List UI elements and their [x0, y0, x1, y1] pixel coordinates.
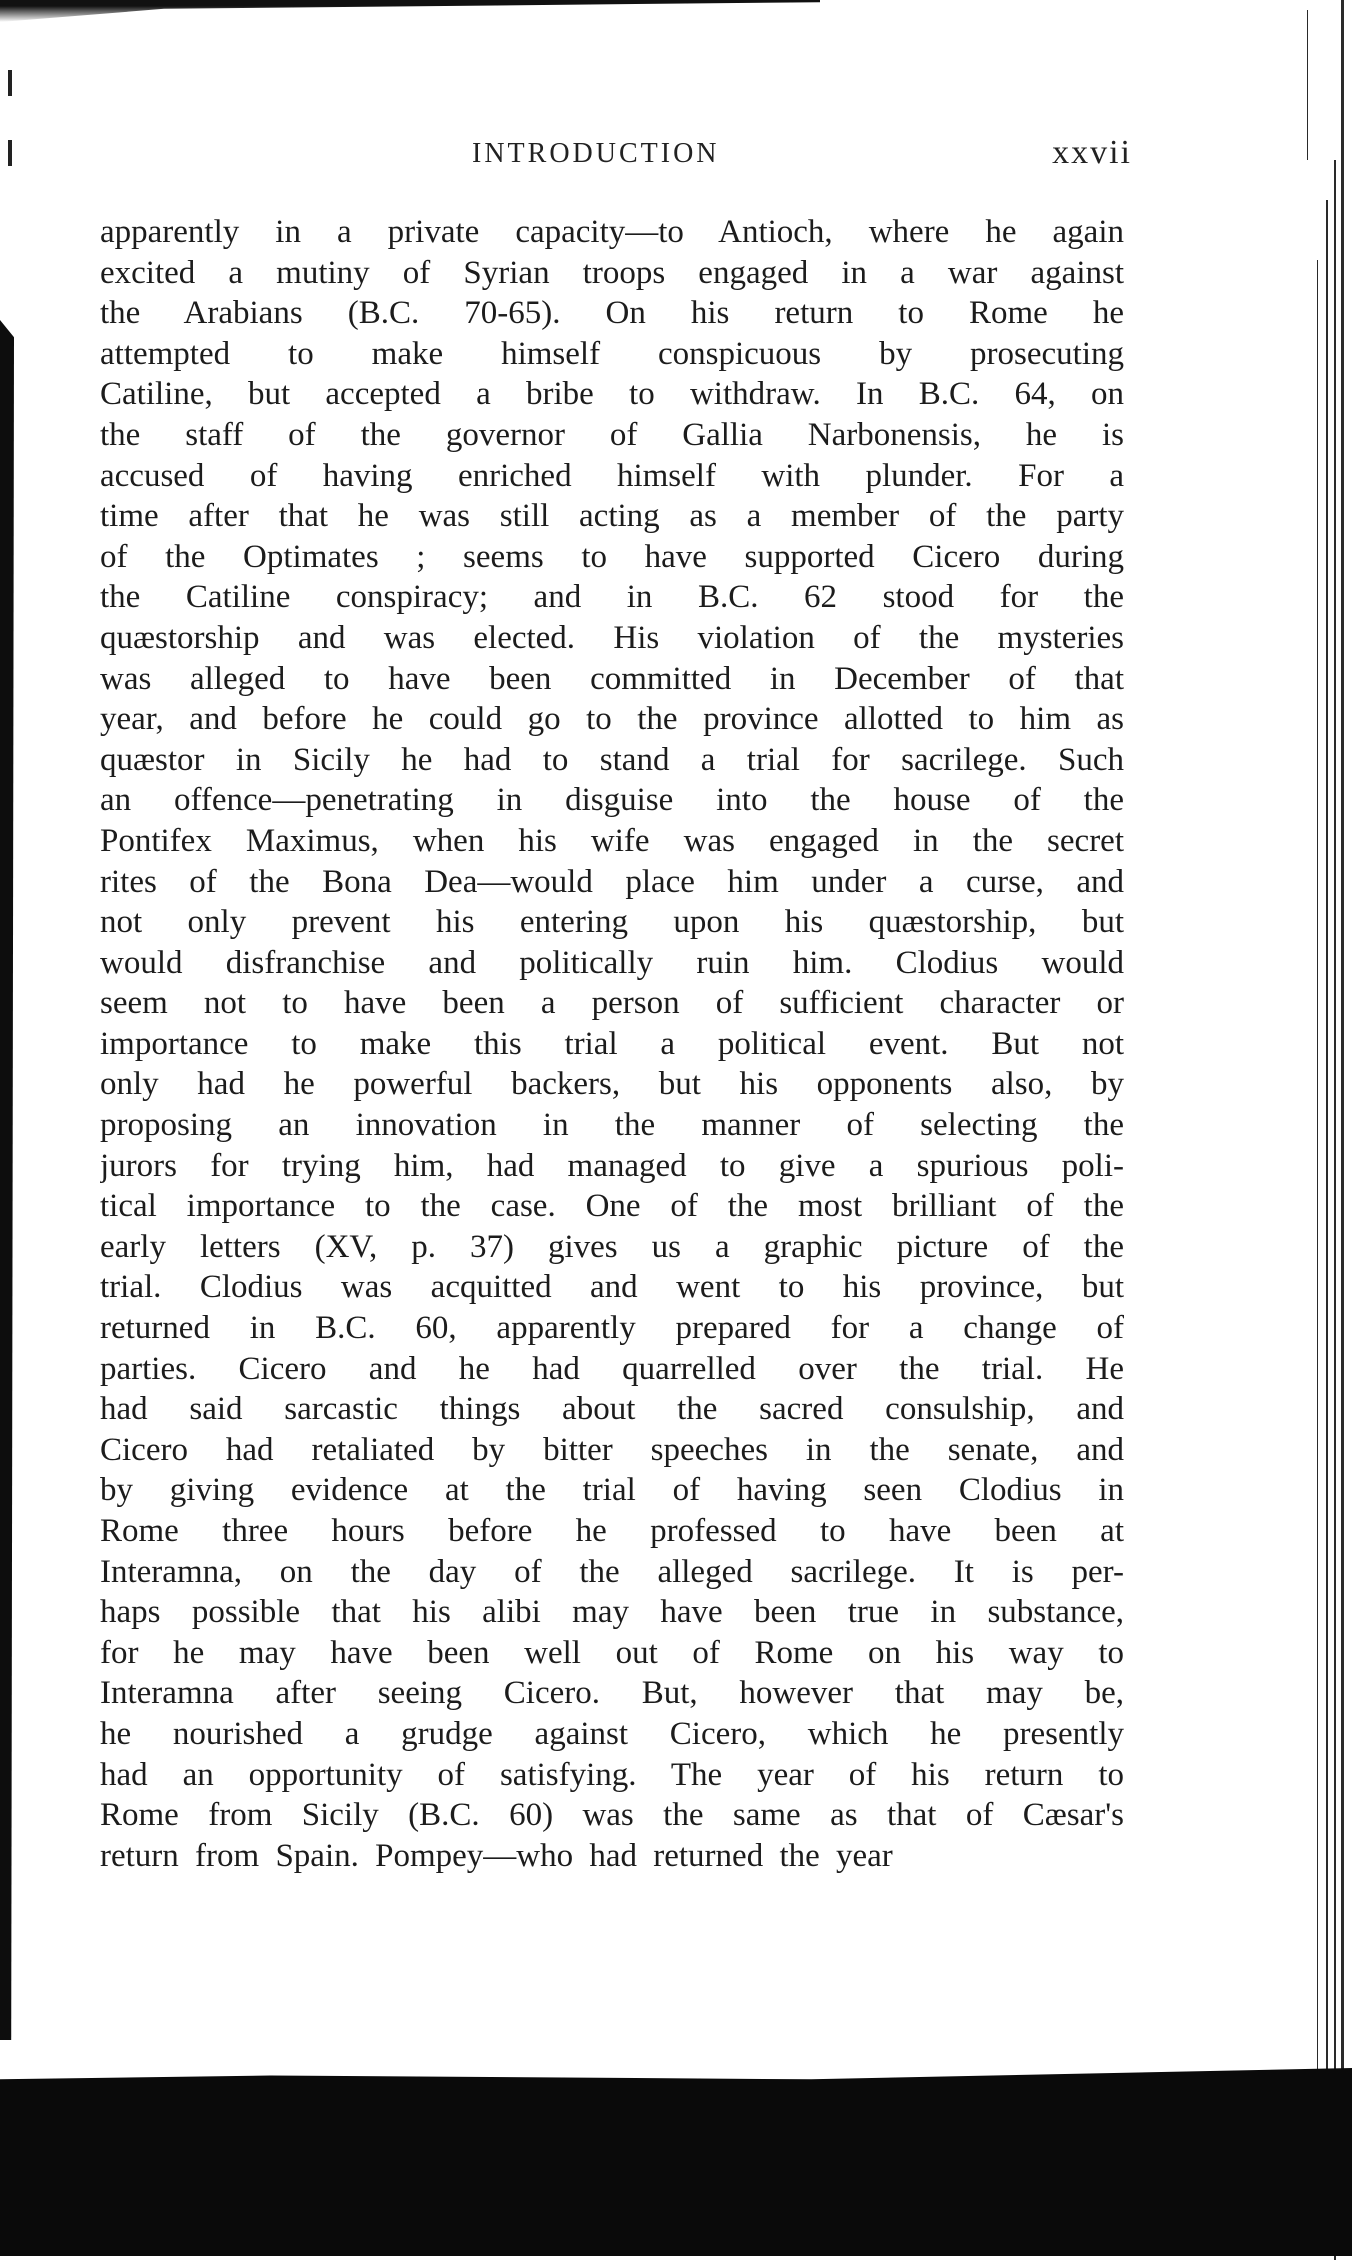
- text-line: was alleged to have been committed in December of that: [100, 660, 1124, 697]
- text-line: by giving evidence at the trial of having seen Clodius in: [100, 1472, 1124, 1509]
- text-line: an offence—penetrating in disguise into the house of the: [100, 782, 1124, 819]
- scan-left-gutter-shadow: [0, 320, 14, 2040]
- text-line: rites of the Bona Dea—would place him under a curse, and: [100, 863, 1124, 900]
- text-line: the Arabians (B.C. 70-65). On his return to Rome he: [100, 295, 1124, 332]
- text-line: attempted to make himself conspicuous by prosecuting: [100, 335, 1124, 372]
- text-line: not only prevent his entering upon his quæstorship, but: [100, 904, 1124, 941]
- text-line: for he may have been well out of Rome on his way to: [100, 1634, 1124, 1671]
- text-line: tical importance to the case. One of the most brilliant of the: [100, 1188, 1124, 1225]
- text-line: Rome from Sicily (B.C. 60) was the same as that of Cæsar's: [100, 1797, 1124, 1834]
- text-line: excited a mutiny of Syrian troops engaged in a war against: [100, 254, 1124, 291]
- text-line: parties. Cicero and he had quarrelled over the trial. He: [100, 1350, 1124, 1387]
- text-line: haps possible that his alibi may have been true in substance,: [100, 1594, 1124, 1631]
- text-line: proposing an innovation in the manner of selecting the: [100, 1107, 1124, 1144]
- text-line: seem not to have been a person of sufficient character or: [100, 985, 1124, 1022]
- text-line: Rome three hours before he professed to have been at: [100, 1513, 1124, 1549]
- text-line: he nourished a grudge against Cicero, which he presently: [100, 1715, 1124, 1752]
- scan-top-edge-shadow: [0, 0, 820, 22]
- text-line: of the Optimates ; seems to have supported Cicero during: [100, 538, 1124, 575]
- text-line: had an opportunity of satisfying. The year of his return to: [100, 1756, 1124, 1793]
- scan-right-page-edges: [1286, 0, 1352, 2256]
- text-line: only had he powerful backers, but his opponents also, by: [100, 1066, 1124, 1103]
- running-head: [100, 128, 1132, 190]
- running-head-title: INTRODUCTION: [472, 138, 720, 169]
- text-line: trial. Clodius was acquitted and went to his province, but: [100, 1269, 1124, 1306]
- text-line: the staff of the governor of Gallia Narbonensis, he is: [100, 416, 1124, 453]
- text-line: importance to make this trial a political event. But not: [100, 1025, 1124, 1062]
- text-line: early letters (XV, p. 37) gives us a graphic picture of the: [100, 1228, 1124, 1265]
- text-line: year, and before he could go to the province allotted to him as: [100, 701, 1124, 738]
- body-text: [100, 212, 1124, 1876]
- book-page: [100, 128, 1132, 1876]
- text-line: returned in B.C. 60, apparently prepared for a change of: [100, 1310, 1124, 1347]
- scan-left-mark: [8, 70, 12, 96]
- text-line: Interamna, on the day of the alleged sacrilege. It is per-: [100, 1553, 1124, 1590]
- text-line: quæstorship and was elected. His violation of the mysteries: [100, 619, 1124, 656]
- text-line: Pontifex Maximus, when his wife was engaged in the secret: [100, 822, 1124, 859]
- text-line: Cicero had retaliated by bitter speeches in the senate, and: [100, 1431, 1124, 1468]
- text-line: time after that he was still acting as a member of the party: [100, 498, 1124, 535]
- text-line: Catiline, but accepted a bribe to withdraw. In B.C. 64, on: [100, 376, 1124, 413]
- text-line: Interamna after seeing Cicero. But, however that may be,: [100, 1675, 1124, 1712]
- text-line: had said sarcastic things about the sacred consulship, and: [100, 1391, 1124, 1428]
- text-line: the Catiline conspiracy; and in B.C. 62 stood for the: [100, 579, 1124, 616]
- text-line: jurors for trying him, had managed to give a spurious poli-: [100, 1147, 1124, 1184]
- text-line: quæstor in Sicily he had to stand a trial for sacrilege. Such: [100, 741, 1124, 778]
- text-line: apparently in a private capacity—to Antioch, where he again: [100, 214, 1124, 250]
- page-number: xxvii: [1052, 134, 1132, 171]
- text-line: return from Spain. Pompey—who had returned the year: [100, 1837, 893, 1874]
- text-line: would disfranchise and politically ruin him. Clodius would: [100, 944, 1124, 981]
- scan-bottom-shadow: [0, 2068, 1352, 2256]
- scan-left-mark: [8, 140, 12, 166]
- text-line: accused of having enriched himself with plunder. For a: [100, 457, 1124, 494]
